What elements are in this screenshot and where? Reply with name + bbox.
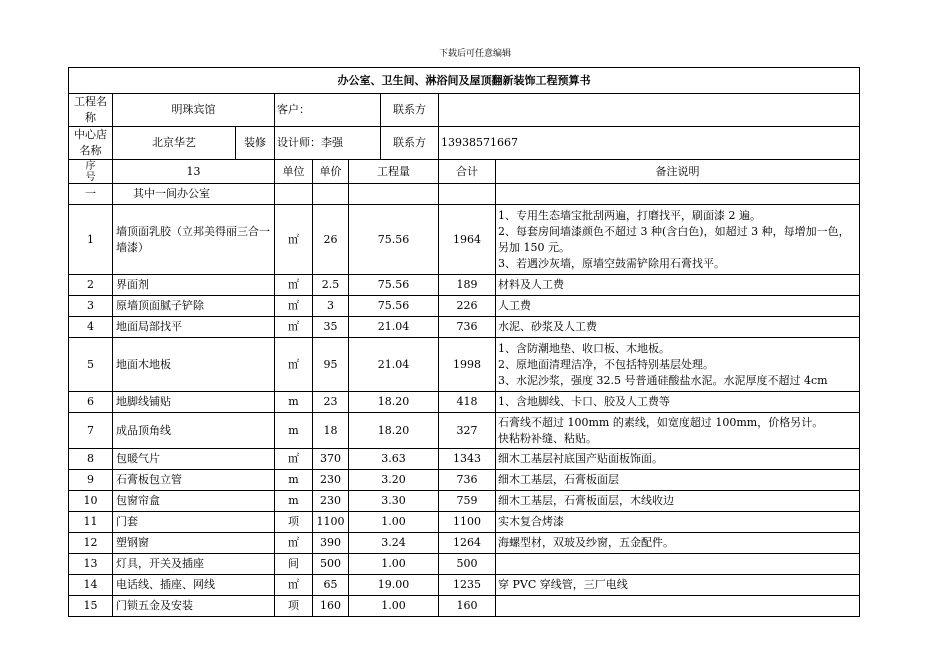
row-seq: 13 <box>69 554 113 575</box>
row-total: 759 <box>439 491 496 512</box>
row-total: 736 <box>439 470 496 491</box>
row-notes <box>496 413 860 449</box>
row-qty: 21.04 <box>349 317 439 338</box>
budget-table <box>68 67 860 617</box>
contact-label-2: 联系方 <box>381 127 439 160</box>
table-row <box>69 449 860 470</box>
table-row <box>69 512 860 533</box>
section-name: 其中一间办公室 <box>113 184 275 205</box>
row-total: 327 <box>439 413 496 449</box>
table-row <box>69 491 860 512</box>
row-total: 1235 <box>439 575 496 596</box>
row-notes <box>496 533 860 554</box>
row-name: 地脚线铺贴 <box>113 392 275 413</box>
row-unit: m <box>275 392 313 413</box>
row-price: 95 <box>313 338 349 392</box>
row-notes <box>496 338 860 392</box>
watermark-text: 下载后可任意编辑 <box>438 49 511 59</box>
row-total: 1264 <box>439 533 496 554</box>
row-name: 塑钢窗 <box>113 533 275 554</box>
section-qty <box>349 184 439 205</box>
row-unit: 间 <box>275 554 313 575</box>
phone-value: 13938571667 <box>439 127 860 160</box>
row-price: 370 <box>313 449 349 470</box>
table-row <box>69 205 860 275</box>
center-name-value: 北京华艺 <box>113 127 236 160</box>
row-name: 门锁五金及安装 <box>113 596 275 617</box>
section-seq: 一 <box>69 184 113 205</box>
note-line: 3、若遇沙灰墙，原墙空鼓需铲除用石膏找平。 <box>498 256 725 270</box>
note-line: 水泥、砂浆及人工费 <box>498 320 597 333</box>
row-name: 墙顶面乳胶（立邦美得丽三合一墙漆） <box>113 205 275 275</box>
header-name: 13 <box>113 160 275 184</box>
contact-value <box>439 94 860 127</box>
row-qty: 75.56 <box>349 275 439 296</box>
row-price: 65 <box>313 575 349 596</box>
table-row <box>69 392 860 413</box>
row-unit: 项 <box>275 512 313 533</box>
row-unit: ㎡ <box>275 338 313 392</box>
table-row <box>69 554 860 575</box>
row-seq: 2 <box>69 275 113 296</box>
section-notes <box>496 184 860 205</box>
table-row <box>69 533 860 554</box>
header-notes: 备注说明 <box>496 160 860 184</box>
row-notes <box>496 470 860 491</box>
section-total <box>439 184 496 205</box>
note-line: 实木复合烤漆 <box>498 515 564 528</box>
row-seq: 14 <box>69 575 113 596</box>
row-total: 226 <box>439 296 496 317</box>
table-row <box>69 575 860 596</box>
row-total: 736 <box>439 317 496 338</box>
row-unit: ㎡ <box>275 449 313 470</box>
row-price: 23 <box>313 392 349 413</box>
row-price: 2.5 <box>313 275 349 296</box>
row-qty: 21.04 <box>349 338 439 392</box>
row-price: 35 <box>313 317 349 338</box>
row-name: 包暖气片 <box>113 449 275 470</box>
row-qty: 3.20 <box>349 470 439 491</box>
client-label: 客户： <box>275 94 381 127</box>
row-notes <box>496 512 860 533</box>
header-seq: 序 号 <box>69 160 113 184</box>
row-price: 230 <box>313 470 349 491</box>
note-line: 2、原地面清理洁净，不包括特别基层处理。 <box>498 357 714 371</box>
note-line: 细木工基层，石膏板面层，木线收边 <box>498 494 674 507</box>
row-name: 成品顶角线 <box>113 413 275 449</box>
center-name-label: 中心店名称 <box>69 127 113 160</box>
row-price: 3 <box>313 296 349 317</box>
row-name: 原墙顶面腻子铲除 <box>113 296 275 317</box>
row-qty: 1.00 <box>349 596 439 617</box>
row-qty: 1.00 <box>349 554 439 575</box>
note-line: 2、每套房间墙漆颜色不超过 3 种(含白色)，如超过 3 种，每增加一色，另加 150 元。 <box>498 224 850 254</box>
note-line: 海螺型材，双玻及纱窗，五金配件。 <box>498 536 674 549</box>
row-notes <box>496 596 860 617</box>
row-seq: 4 <box>69 317 113 338</box>
project-name-label: 工程名称 <box>69 94 113 127</box>
note-line: 快粘粉补缝、粘贴。 <box>498 431 597 445</box>
row-price: 160 <box>313 596 349 617</box>
row-unit: ㎡ <box>275 275 313 296</box>
row-total: 160 <box>439 596 496 617</box>
row-total: 189 <box>439 275 496 296</box>
row-qty: 18.20 <box>349 413 439 449</box>
row-qty: 75.56 <box>349 205 439 275</box>
row-price: 26 <box>313 205 349 275</box>
row-name: 地面木地板 <box>113 338 275 392</box>
table-row <box>69 470 860 491</box>
row-price: 500 <box>313 554 349 575</box>
table-row <box>69 296 860 317</box>
row-qty: 1.00 <box>349 512 439 533</box>
row-qty: 18.20 <box>349 392 439 413</box>
row-price: 18 <box>313 413 349 449</box>
row-total: 1100 <box>439 512 496 533</box>
project-name-value: 明珠宾馆 <box>113 94 275 127</box>
row-name: 界面剂 <box>113 275 275 296</box>
table-row <box>69 275 860 296</box>
document-title: 办公室、卫生间、淋浴间及屋顶翻新装饰工程预算书 <box>69 68 860 94</box>
row-notes <box>496 296 860 317</box>
header-unit: 单位 <box>275 160 313 184</box>
row-name: 灯具，开关及插座 <box>113 554 275 575</box>
row-unit: ㎡ <box>275 317 313 338</box>
note-line: 细木工基层，石膏板面层 <box>498 473 619 486</box>
row-price: 390 <box>313 533 349 554</box>
header-total: 合计 <box>439 160 496 184</box>
contact-label: 联系方 <box>381 94 439 127</box>
row-seq: 7 <box>69 413 113 449</box>
row-notes <box>496 392 860 413</box>
note-line: 1、含地脚线、卡口、胶及人工费等 <box>498 395 670 408</box>
row-name: 石膏板包立管 <box>113 470 275 491</box>
note-line: 1、专用生态墙宝批刮两遍，打磨找平，刷面漆 2 遍。 <box>498 208 761 222</box>
row-notes <box>496 554 860 575</box>
note-line: 石膏线不超过 100mm 的素线，如宽度超过 100mm，价格另计。 <box>498 415 824 429</box>
row-qty: 3.24 <box>349 533 439 554</box>
row-seq: 10 <box>69 491 113 512</box>
row-notes <box>496 449 860 470</box>
row-unit: m <box>275 413 313 449</box>
decor-label: 装修 <box>236 127 275 160</box>
row-seq: 1 <box>69 205 113 275</box>
row-notes <box>496 317 860 338</box>
note-line: 细木工基层衬底国产贴面板饰面。 <box>498 452 663 465</box>
note-line: 穿 PVC 穿线管，三厂电线 <box>498 578 628 591</box>
row-name: 门套 <box>113 512 275 533</box>
header-qty: 工程量 <box>349 160 439 184</box>
row-unit: ㎡ <box>275 296 313 317</box>
designer-label: 设计师：李强 <box>275 127 381 160</box>
note-line: 材料及人工费 <box>498 278 564 291</box>
section-unit <box>275 184 313 205</box>
row-seq: 15 <box>69 596 113 617</box>
row-seq: 9 <box>69 470 113 491</box>
row-qty: 3.30 <box>349 491 439 512</box>
section-price <box>313 184 349 205</box>
header-price: 单价 <box>313 160 349 184</box>
note-line: 人工费 <box>498 299 531 312</box>
table-row <box>69 317 860 338</box>
row-name: 地面局部找平 <box>113 317 275 338</box>
table-row <box>69 413 860 449</box>
row-total: 418 <box>439 392 496 413</box>
row-total: 500 <box>439 554 496 575</box>
row-unit: ㎡ <box>275 205 313 275</box>
row-qty: 19.00 <box>349 575 439 596</box>
row-notes <box>496 575 860 596</box>
row-seq: 3 <box>69 296 113 317</box>
table-row <box>69 338 860 392</box>
row-total: 1343 <box>439 449 496 470</box>
row-unit: ㎡ <box>275 533 313 554</box>
row-seq: 5 <box>69 338 113 392</box>
note-line: 3、水泥沙浆，强度 32.5 号普通硅酸盐水泥。水泥厚度不超过 4cm <box>498 373 828 387</box>
row-notes <box>496 275 860 296</box>
row-price: 1100 <box>313 512 349 533</box>
row-qty: 3.63 <box>349 449 439 470</box>
row-seq: 11 <box>69 512 113 533</box>
row-unit: ㎡ <box>275 575 313 596</box>
row-name: 电话线、插座、网线 <box>113 575 275 596</box>
row-qty: 75.56 <box>349 296 439 317</box>
note-line: 1、含防潮地垫、收口板、木地板。 <box>498 341 670 355</box>
row-price: 230 <box>313 491 349 512</box>
row-unit: m <box>275 470 313 491</box>
row-unit: 项 <box>275 596 313 617</box>
row-notes <box>496 205 860 275</box>
table-row <box>69 596 860 617</box>
row-name: 包窗帘盒 <box>113 491 275 512</box>
row-seq: 6 <box>69 392 113 413</box>
row-unit: m <box>275 491 313 512</box>
row-total: 1998 <box>439 338 496 392</box>
row-seq: 8 <box>69 449 113 470</box>
row-notes <box>496 491 860 512</box>
row-total: 1964 <box>439 205 496 275</box>
row-seq: 12 <box>69 533 113 554</box>
